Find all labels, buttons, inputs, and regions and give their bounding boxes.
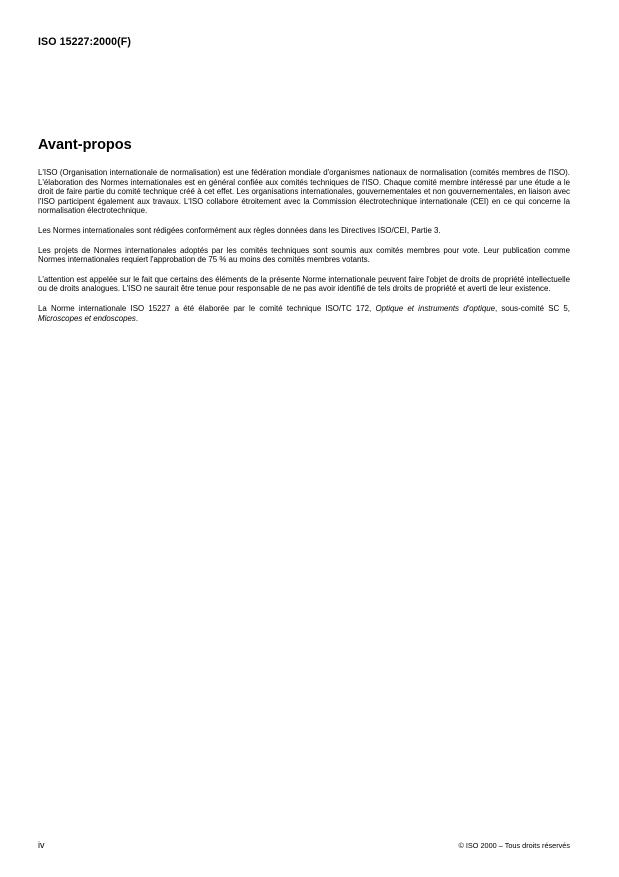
paragraph-directives: Les Normes internationales sont rédigées conformément aux règles données dans les Directives ISO/CEI, Partie 3.: [38, 225, 441, 235]
committee-text-1: La Norme internationale ISO 15227 a été élaborée par le comité technique ISO/TC 172,: [38, 303, 376, 313]
paragraph-patent-rights: L'attention est appelée sur le fait que certains des éléments de la présente Norme internationale peuvent faire l'objet de droits de propriété intellectuelle ou de droits analogues. L'ISO ne saurait être tenue pour responsable de ne pas avoir identifié de tels droits de propriété et averti de leur existence.: [38, 274, 570, 294]
document-id: ISO 15227:2000(F): [38, 36, 131, 48]
committee-text-3: .: [135, 313, 139, 323]
committee-text-2: , sous-comité SC 5,: [495, 303, 570, 313]
foreword-body: [38, 168, 570, 333]
subcommittee-title: Microscopes et endoscopes: [38, 313, 136, 323]
paragraph-iso-intro: L'ISO (Organisation internationale de normalisation) est une fédération mondiale d'organismes nationaux de normalisation (comités membres de l'ISO). L'élaboration des Normes internationales est en général confiée aux comités techniques de l'ISO. Chaque comité membre intéressé par une étude a le droit de faire partie du comité technique créé à cet effet. Les organisations internationales, gouvernementales et non gouvernementales, en liaison avec l'ISO participent également aux travaux. L'ISO collabore étroitement avec la Commission électrotechnique internationale (CEI) en ce qui concerne la normalisation électrotechnique.: [38, 168, 570, 216]
paragraph-voting: Les projets de Normes internationales adoptés par les comités techniques sont soumis aux comités membres pour vote. Leur publication comme Normes internationales requiert l'approbation de 75 % au moins des comités membres votants.: [38, 245, 570, 265]
page-title: Avant-propos: [38, 137, 132, 153]
copyright-notice: © ISO 2000 – Tous droits réservés: [458, 841, 570, 850]
page-number: iv: [38, 840, 45, 850]
committee-title: Optique et instruments d'optique: [375, 303, 495, 313]
paragraph-committee: [38, 304, 570, 323]
